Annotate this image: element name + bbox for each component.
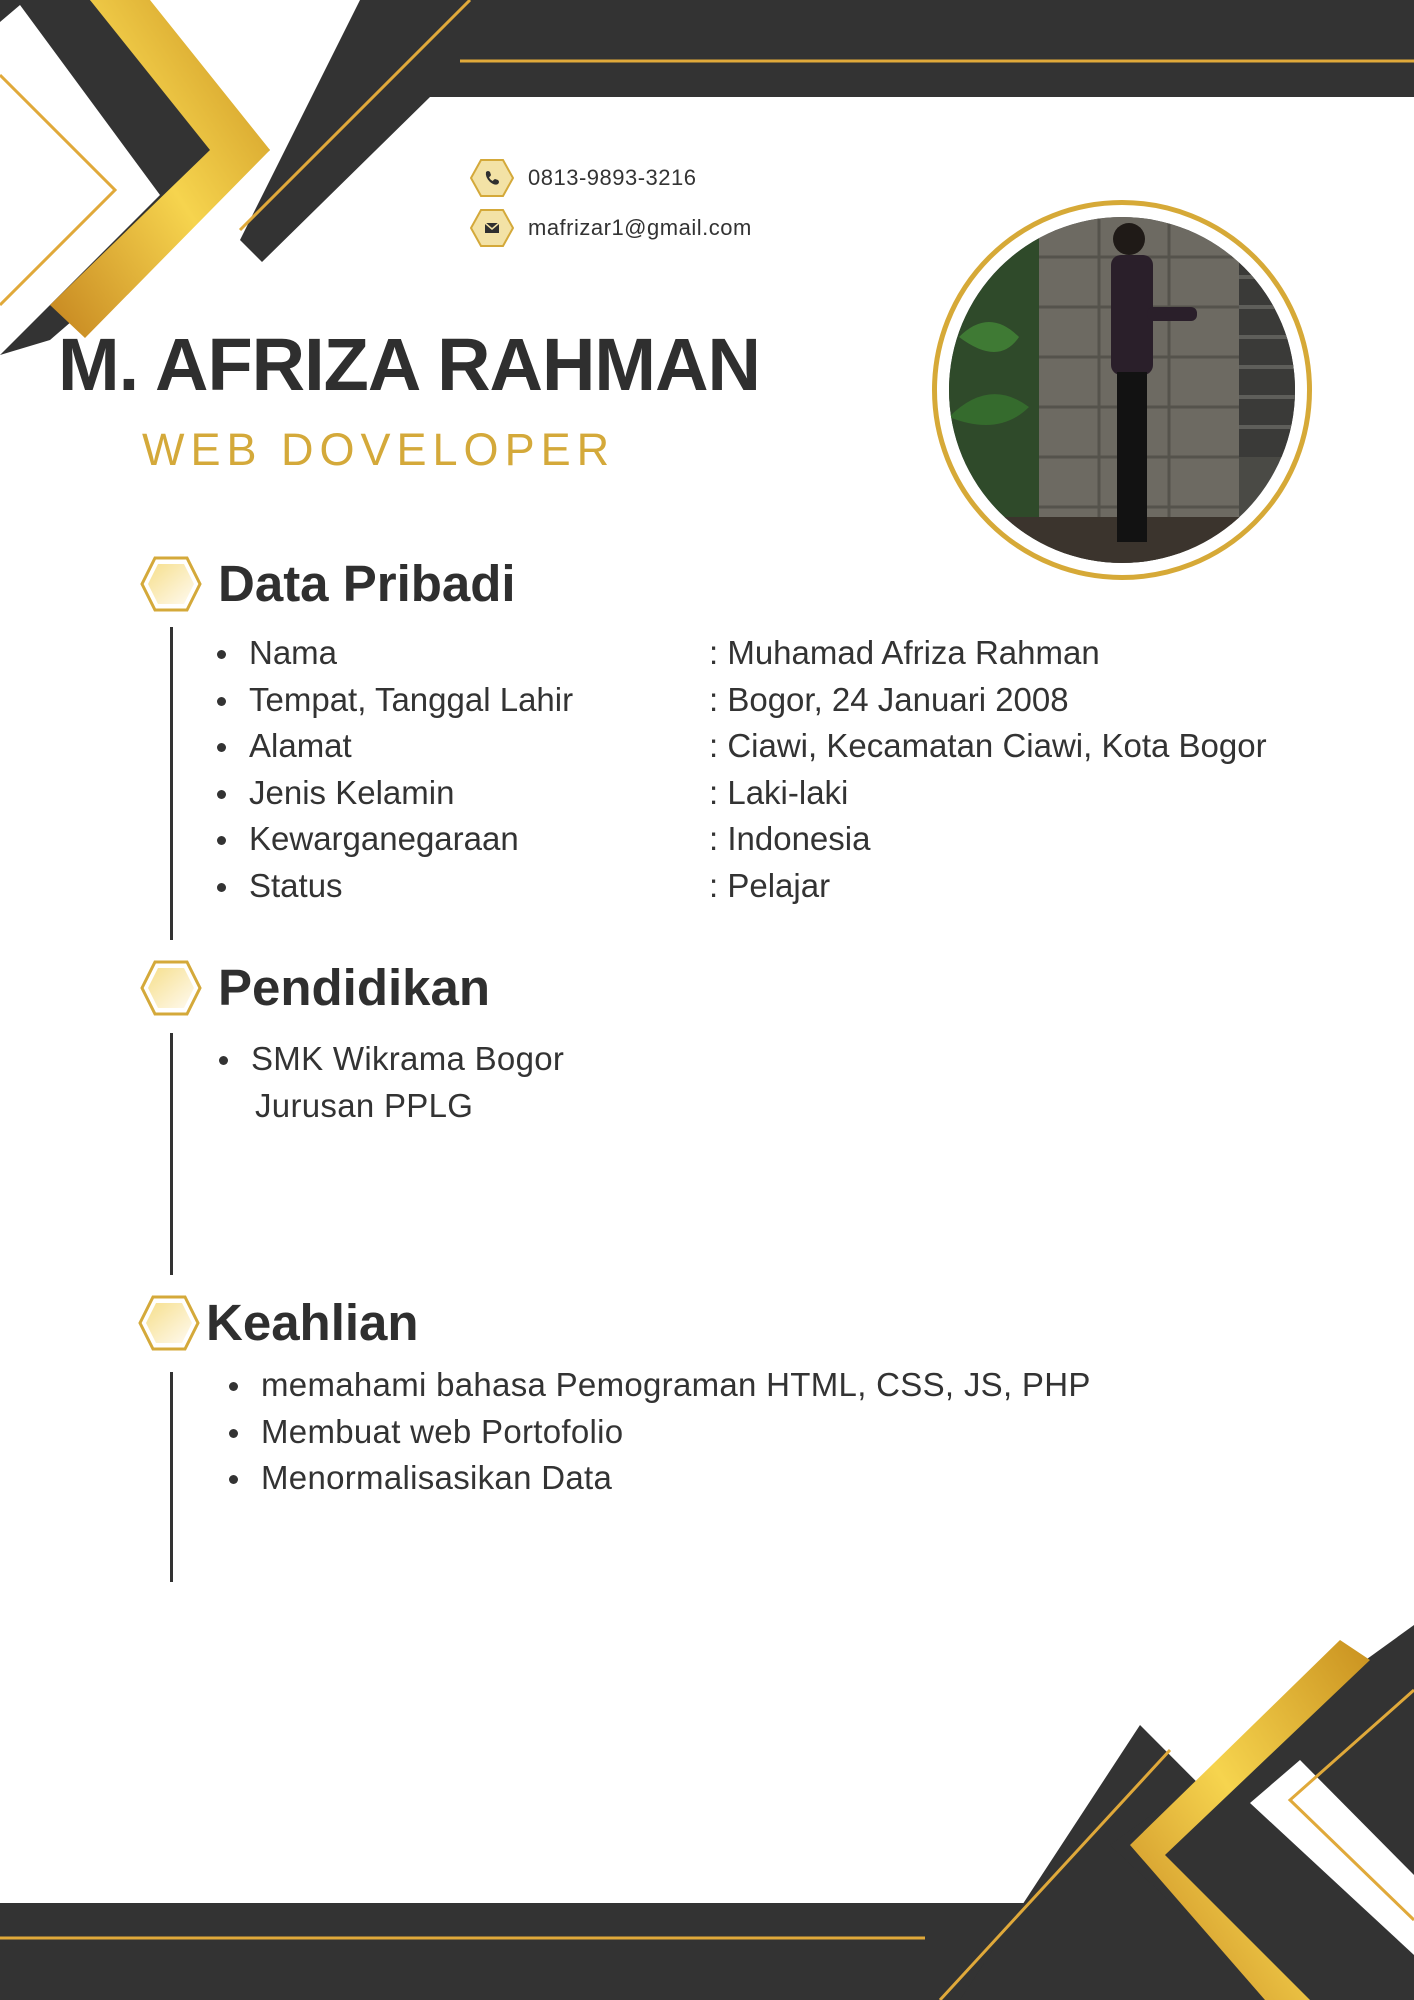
job-title: WEB DOVELOPER [142, 424, 616, 475]
list-item [217, 723, 1317, 770]
list-item [217, 816, 1317, 863]
list-item [219, 1036, 564, 1083]
phone-number[interactable]: 0813-9893-3216 [528, 165, 697, 190]
phone-icon [470, 158, 514, 198]
field-label: Jenis Kelamin [249, 773, 455, 811]
list-item [229, 1409, 1091, 1456]
skill-text: Membuat web Portofolio [261, 1412, 624, 1450]
section-education-header [140, 958, 490, 1017]
contact-phone [470, 158, 696, 198]
bullet-icon [217, 790, 226, 799]
field-value: : Laki-laki [709, 773, 849, 811]
timeline-line-education [170, 1033, 173, 1275]
bullet-icon [229, 1429, 238, 1438]
field-label: Tempat, Tanggal Lahir [249, 680, 574, 718]
list-item [217, 770, 1317, 817]
section-skills-header [138, 1293, 419, 1352]
personal-data-list [217, 630, 1317, 909]
bullet-icon [217, 697, 226, 706]
list-item-continuation [219, 1083, 564, 1130]
field-label: Status [249, 866, 343, 904]
hexagon-icon [140, 555, 202, 613]
bottom-decoration [0, 1600, 1414, 2000]
list-item [217, 677, 1317, 724]
field-value: : Bogor, 24 Januari 2008 [709, 680, 1069, 718]
section-personal-header [140, 554, 516, 613]
list-item [217, 630, 1317, 677]
list-item [217, 863, 1317, 910]
field-label: Alamat [249, 727, 352, 764]
school-major: Jurusan PPLG [255, 1086, 474, 1124]
contact-email [470, 208, 752, 248]
profile-photo [932, 200, 1312, 580]
email-address[interactable]: mafrizar1@gmail.com [528, 215, 752, 240]
field-value: : Pelajar [709, 866, 831, 904]
field-value: : Muhamad Afriza Rahman [709, 634, 1100, 671]
field-value: : Ciawi, Kecamatan Ciawi, Kota Bogor [709, 727, 1267, 764]
field-label: Kewarganegaraan [249, 820, 519, 857]
person-name: M. AFRIZA RAHMAN [58, 323, 760, 406]
list-item [229, 1362, 1091, 1409]
profile-photo-image [949, 217, 1295, 563]
section-skills-title: Keahlian [206, 1294, 419, 1351]
bullet-icon [217, 743, 226, 752]
section-personal-title: Data Pribadi [218, 555, 516, 612]
bullet-icon [217, 883, 226, 892]
skills-list [229, 1362, 1091, 1502]
field-label: Nama [249, 634, 338, 671]
list-item [229, 1455, 1091, 1502]
timeline-line-skills [170, 1372, 173, 1582]
school-name: SMK Wikrama Bogor [251, 1040, 565, 1077]
hexagon-icon [140, 959, 202, 1017]
bullet-icon [217, 650, 226, 659]
skill-text: Menormalisasikan Data [261, 1459, 613, 1496]
section-education-title: Pendidikan [218, 959, 491, 1016]
timeline-line-personal [170, 627, 173, 940]
hexagon-icon [138, 1294, 200, 1352]
bullet-icon [219, 1056, 228, 1065]
field-value: : Indonesia [709, 820, 871, 857]
bullet-icon [217, 836, 226, 845]
skill-text: memahami bahasa Pemograman HTML, CSS, JS, PHP [261, 1366, 1091, 1403]
bullet-icon [229, 1475, 238, 1484]
envelope-icon [470, 208, 514, 248]
education-list [219, 1036, 564, 1129]
bullet-icon [229, 1382, 238, 1391]
